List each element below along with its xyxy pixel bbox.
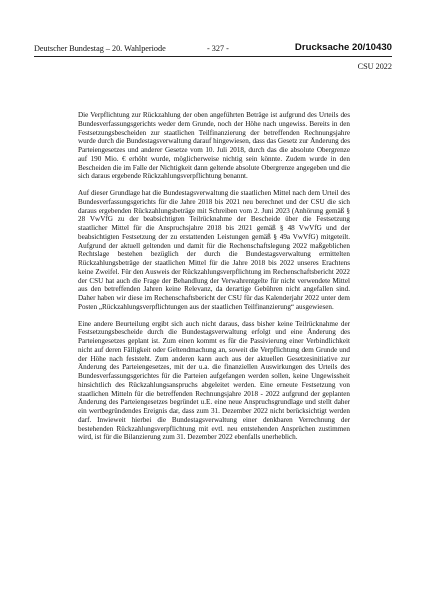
section-tag: CSU 2022: [357, 62, 392, 71]
document-number: Drucksache 20/10430: [294, 42, 392, 53]
paragraph-2: Auf dieser Grundlage hat die Bundestagsverwaltung die staatlichen Mittel nach dem Urteil des Bundesverfassungsgerichts für die Jahre 2018 bis 2021 neu berechnet und der CSU die sich daraus ergebenden Rückzahlungsbeträge mit Schreiben vom 2. Juni 2023 (Anhörung gemäß § 28 VwVfG zu der beabsichtigten Teilrücknahme der Bescheide über die Festsetzung staatlicher Mittel für die Anspruchsjahre 2018 bis 2021 gemäß § 48 VwVfG und der beabsichtigten Festsetzung der zu erstattenden Leistungen gemäß § 49a VwVfG) mitgeteilt. Aufgrund der aktuell geltenden und damit für die Rechenschaftslegung 2022 maßgeblichen Rechtslage bestehen bezüglich der durch die Bundestagsverwaltung ermittelten Rückzahlungsbeträge der staatlichen Mittel für die Jahre 2018 bis 2022 unseres Erachtens keine Zweifel. Für den Ausweis der Rückzahlungsverpflichtung im Rechenschaftsbericht 2022 der CSU hat auch die Frage der Behandlung der Verwahrentgelte für nicht verwendete Mittel aus den betreffenden Jahren keine Relevanz, da derartige Gebühren nicht angefallen sind. Daher haben wir diese im Rechenschaftsbericht der CSU für das Kalenderjahr 2022 unter dem Posten „Rückzahlungsverpflichtungen aus der staatlichen Teilfinanzierung“ ausgewiesen.: [78, 189, 350, 311]
header-rule: [34, 56, 392, 57]
page-number: - 327 -: [207, 44, 229, 53]
body-text: [78, 111, 350, 450]
paragraph-1: Die Verpflichtung zur Rückzahlung der oben angeführten Beträge ist aufgrund des Urteils des Bundesverfassungsgerichts weder dem Grunde, noch der Höhe nach ungewiss. Bereits in den Festsetzungsbescheiden zur staatlichen Teilfinanzierung der betreffenden Rechnungsjahre wurde durch die Bundestagsverwaltung darauf hingewiesen, dass das Gesetz zur Änderung des Parteiengesetzes und anderer Gesetze vom 10. Juli 2018, durch das die absolute Obergrenze auf 190 Mio. € erhöht wurde, möglicherweise nichtig sein könnte. Zudem wurde in den Bescheiden die im Falle der Nichtigkeit dann geltende absolute Obergrenze angegeben und die sich daraus ergebende Rückzahlungsverpflichtung benannt.: [78, 111, 350, 181]
page-header: [34, 42, 392, 56]
header-publisher: Deutscher Bundestag – 20. Wahlperiode: [34, 44, 166, 53]
paragraph-3: Eine andere Beurteilung ergibt sich auch nicht daraus, dass bisher keine Teilrücknahme der Festsetzungsbescheide durch die Bundestagsverwaltung erfolgt und eine Änderung des Parteiengesetzes geplant ist. Zum einen kommt es für die Passivierung einer Verbindlichkeit nicht auf deren Fälligkeit oder Geltendmachung an, soweit die Verpflichtung dem Grunde und der Höhe nach feststeht. Zum anderen kann auch aus der aktuellen Gesetzesinitiative zur Änderung des Parteiengesetzes, mit der u.a. die finanziellen Auswirkungen des Urteils des Bundesverfassungsgerichtes für die Parteien aufgefangen werden sollen, keine Ungewissheit hinsichtlich des Rückzahlungsanspruchs abgeleitet werden. Eine erneute Festsetzung von staatlichen Mitteln für die betreffenden Rechnungsjahre 2018 - 2022 aufgrund der geplanten Änderung des Parteiengesetzes begründet u.E. eine neue Anspruchsgrundlage und stellt daher ein wertbegründendes Ereignis dar, dass zum 31. Dezember 2022 nicht berücksichtigt werden darf. Inwieweit hierbei die Bundestagsverwaltung einer denkbaren Verrechnung der bestehenden Rückzahlungsverpflichtung mit evtl. neu entstehenden Ansprüchen zustimmen wird, ist für die Bilanzierung zum 31. Dezember 2022 ebenfalls unerheblich.: [78, 319, 350, 442]
